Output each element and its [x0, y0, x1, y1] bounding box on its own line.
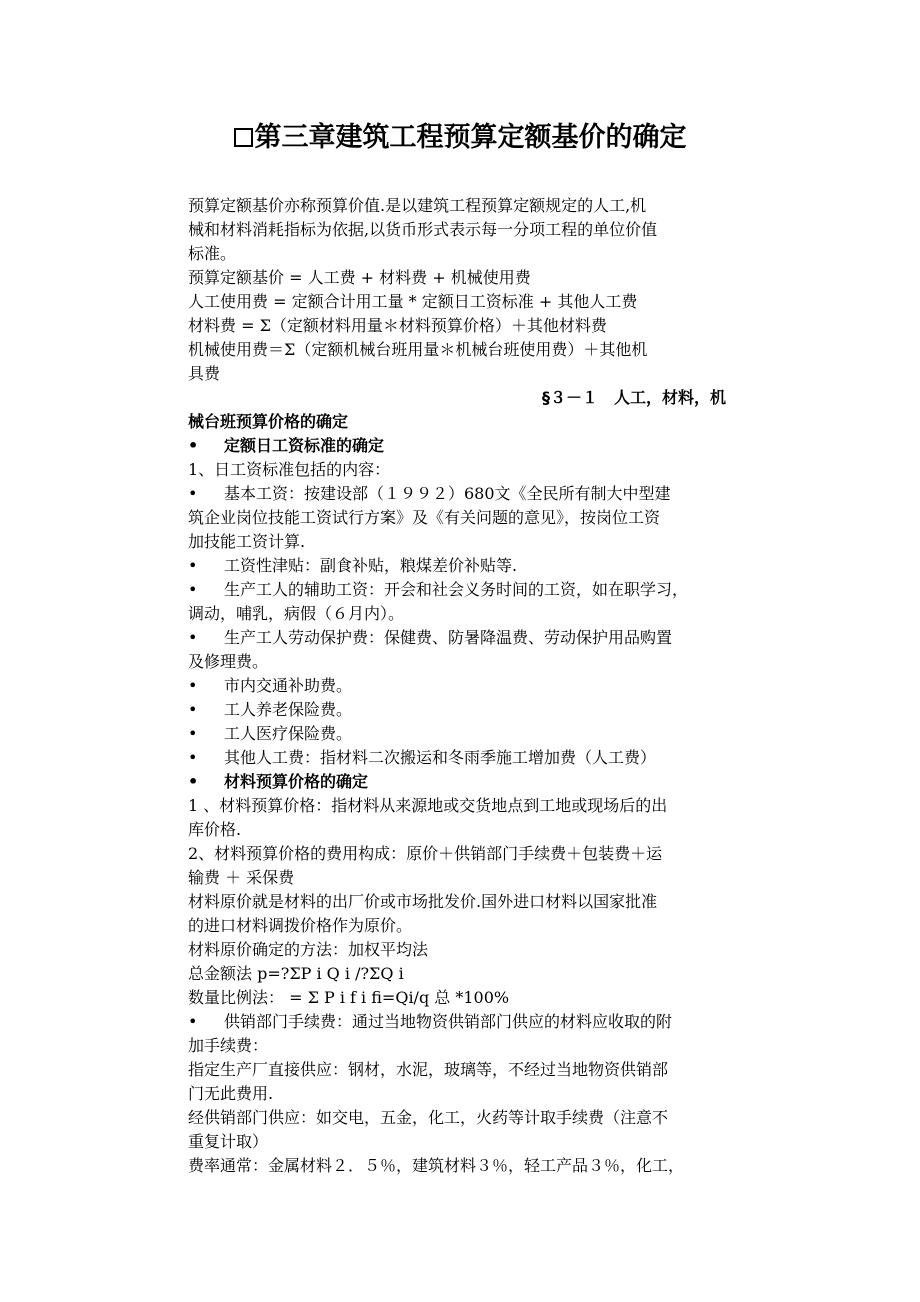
bullet-item: • 其他人工费：指材料二次搬运和冬雨季施工增加费（人工费） [188, 746, 740, 770]
paragraph-line: 经供销部门供应：如交电，五金，化工，火药等计取手续费（注意不 [188, 1108, 669, 1127]
bullet-icon: • [188, 748, 198, 767]
bullet-item: • 工资性津贴：副食补贴，粮煤差价补贴等. [188, 554, 740, 578]
paragraph-line: 及修理费。 [188, 652, 269, 671]
paragraph-line: 输费 ＋ 采保费 [188, 868, 295, 887]
formula-line: 机械使用费＝Σ（定额机械台班用量＊机械台班使用费）＋其他机 [188, 340, 648, 359]
bullet-item: • 工人养老保险费。 [188, 698, 740, 722]
bullet-item: • 工人医疗保险费。 [188, 722, 740, 746]
section-heading-continued: 械台班预算价格的确定 [188, 412, 349, 431]
bullet-icon: • [188, 580, 198, 599]
paragraph-line: 重复计取） [188, 1132, 269, 1151]
bullet-heading: • 定额日工资标准的确定 [188, 434, 740, 458]
paragraph-line: 指定生产厂直接供应：钢材，水泥，玻璃等，不经过当地物资供销部 [188, 1060, 669, 1079]
bullet-icon: • [188, 436, 199, 455]
paragraph-line: 材料原价就是材料的出厂价或市场批发价.国外进口材料以国家批准 [188, 892, 658, 911]
bullet-icon: • [188, 700, 198, 719]
bullet-icon: • [188, 724, 198, 743]
formula-line: 材料费 = Σ（定额材料用量＊材料预算价格）＋其他材料费 [188, 316, 607, 335]
paragraph-line: 1 、材料预算价格：指材料从来源地或交货地点到工地或现场后的出 [188, 796, 668, 815]
bullet-icon: • [188, 772, 199, 791]
paragraph-line: 预算定额基价亦称预算价值.是以建筑工程预算定额规定的人工,机 [188, 196, 647, 215]
paragraph-line: 标准。 [188, 244, 237, 263]
bullet-icon: • [188, 556, 198, 575]
bullet-item: • 基本工资：按建设部（１９９２）680文《全民所有制大中型建 [188, 482, 740, 506]
paragraph-line: 筑企业岗位技能工资试行方案》及《有关问题的意见》，按岗位工资 [188, 508, 661, 527]
paragraph-line: 2、材料预算价格的费用构成：原价＋供销部门手续费＋包装费＋运 [188, 844, 663, 863]
formula-line: 数量比例法： = Σ P i f i fi=Qi/q 总 *100% [188, 988, 510, 1007]
formula-line: 人工使用费 = 定额合计用工量 * 定额日工资标准 + 其他人工费 [188, 292, 638, 311]
bullet-item: • 供销部门手续费：通过当地物资供销部门供应的材料应收取的附 [188, 1010, 740, 1034]
bullet-icon: • [188, 676, 198, 695]
paragraph-line: 加手续费： [188, 1036, 269, 1055]
paragraph-line: 门无此费用. [188, 1084, 274, 1103]
section-heading: §３－１ 人工，材料，机 [541, 388, 726, 407]
page-title-text: 第三章建筑工程预算定额基价的确定 [254, 122, 687, 153]
bullet-icon: • [188, 628, 198, 647]
formula-line: 具费 [188, 364, 221, 383]
paragraph-line: 加技能工资计算. [188, 532, 306, 551]
formula-line: 预算定额基价 = 人工费 + 材料费 + 机械使用费 [188, 268, 531, 287]
paragraph-line: 库价格. [188, 820, 242, 839]
paragraph-line: 费率通常：金属材料２．５％，建筑材料３％，轻工产品３％，化工， [188, 1156, 685, 1175]
document-body [188, 194, 740, 1178]
bullet-item: • 生产工人劳动保护费：保健费、防暑降温费、劳动保护用品购置 [188, 626, 740, 650]
bullet-icon: • [188, 484, 198, 503]
formula-line: 总金额法 p=?ΣP i Q i /?ΣQ i [188, 964, 404, 983]
paragraph-line: 材料原价确定的方法：加权平均法 [188, 940, 429, 959]
checkbox-square-icon [234, 128, 253, 147]
bullet-item: • 生产工人的辅助工资：开会和社会义务时间的工资，如在职学习， [188, 578, 740, 602]
paragraph-line: 1、日工资标准包括的内容： [188, 460, 391, 479]
bullet-heading: • 材料预算价格的确定 [188, 770, 740, 794]
paragraph-line: 的进口材料调拨价格作为原价。 [188, 916, 413, 935]
page-title [0, 120, 920, 156]
paragraph-line: 械和材料消耗指标为依据,以货币形式表示每一分项工程的单位价值 [188, 220, 658, 239]
bullet-item: • 市内交通补助费。 [188, 674, 740, 698]
paragraph-line: 调动，哺乳，病假（６月内）。 [188, 604, 405, 623]
bullet-icon: • [188, 1012, 198, 1031]
